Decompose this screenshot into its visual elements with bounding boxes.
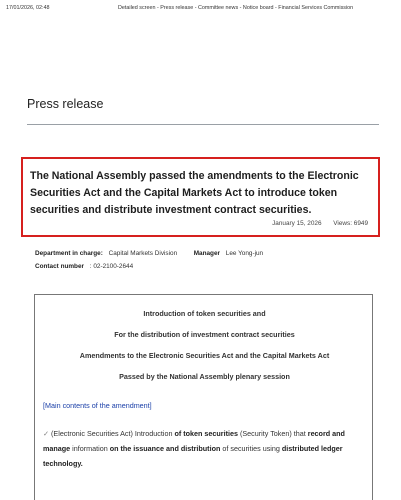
press-release-headline: The National Assembly passed the amendments to the Electronic Securities Act and the Capital Markets Act to introduce token securities and distribute investment contract securities. xyxy=(30,170,359,216)
views-count: 6949 xyxy=(353,220,368,227)
headline-highlight-box xyxy=(21,157,380,237)
info-row-contact xyxy=(35,260,263,273)
content-title-line-4: Passed by the National Assembly plenary session xyxy=(119,372,290,381)
check-icon: ✓ xyxy=(43,429,50,438)
manager-value: Lee Yong-jun xyxy=(225,250,264,257)
print-page-title: Detailed screen - Press release - Committee news - Notice board - Financial Services Commission xyxy=(118,5,354,11)
contact-label: Contact number xyxy=(35,263,84,270)
release-content-box xyxy=(34,294,373,500)
manager-label: Manager xyxy=(193,250,220,257)
title-divider xyxy=(27,124,379,125)
post-meta xyxy=(272,220,368,227)
amendment-paragraph xyxy=(43,426,368,471)
amend-text-4: of securities using xyxy=(220,444,282,453)
amend-text-3: information xyxy=(70,444,110,453)
amend-bold-3: on the issuance and distribution xyxy=(109,444,221,453)
content-title-line-3: Amendments to the Electronic Securities Act and the Capital Markets Act xyxy=(79,351,330,360)
amend-bold-4: distributed ledger technology. xyxy=(43,444,343,468)
views-label: Views: xyxy=(333,220,352,227)
amend-text-1: (Electronic Securities Act) Introduction xyxy=(49,429,175,438)
page-title: Press release xyxy=(27,97,104,111)
print-header xyxy=(0,3,401,13)
contact-info xyxy=(35,247,263,273)
post-date: January 15, 2026 xyxy=(272,220,322,227)
content-title-line-2: For the distribution of investment contract securities xyxy=(114,330,295,339)
info-row-department xyxy=(35,247,263,260)
amendment-heading: [Main contents of the amendment] xyxy=(43,401,152,410)
amend-text-2: (Security Token) that xyxy=(237,429,308,438)
contact-value: : 02-2100-2644 xyxy=(89,263,134,270)
department-label: Department in charge: xyxy=(35,250,103,257)
print-timestamp: 17/01/2026, 02:48 xyxy=(6,5,50,11)
amend-bold-2: record and manage xyxy=(43,429,345,453)
content-title-line-1: Introduction of token securities and xyxy=(143,309,266,318)
amend-bold-1: of token securities xyxy=(174,429,238,438)
department-value: Capital Markets Division xyxy=(108,250,178,257)
